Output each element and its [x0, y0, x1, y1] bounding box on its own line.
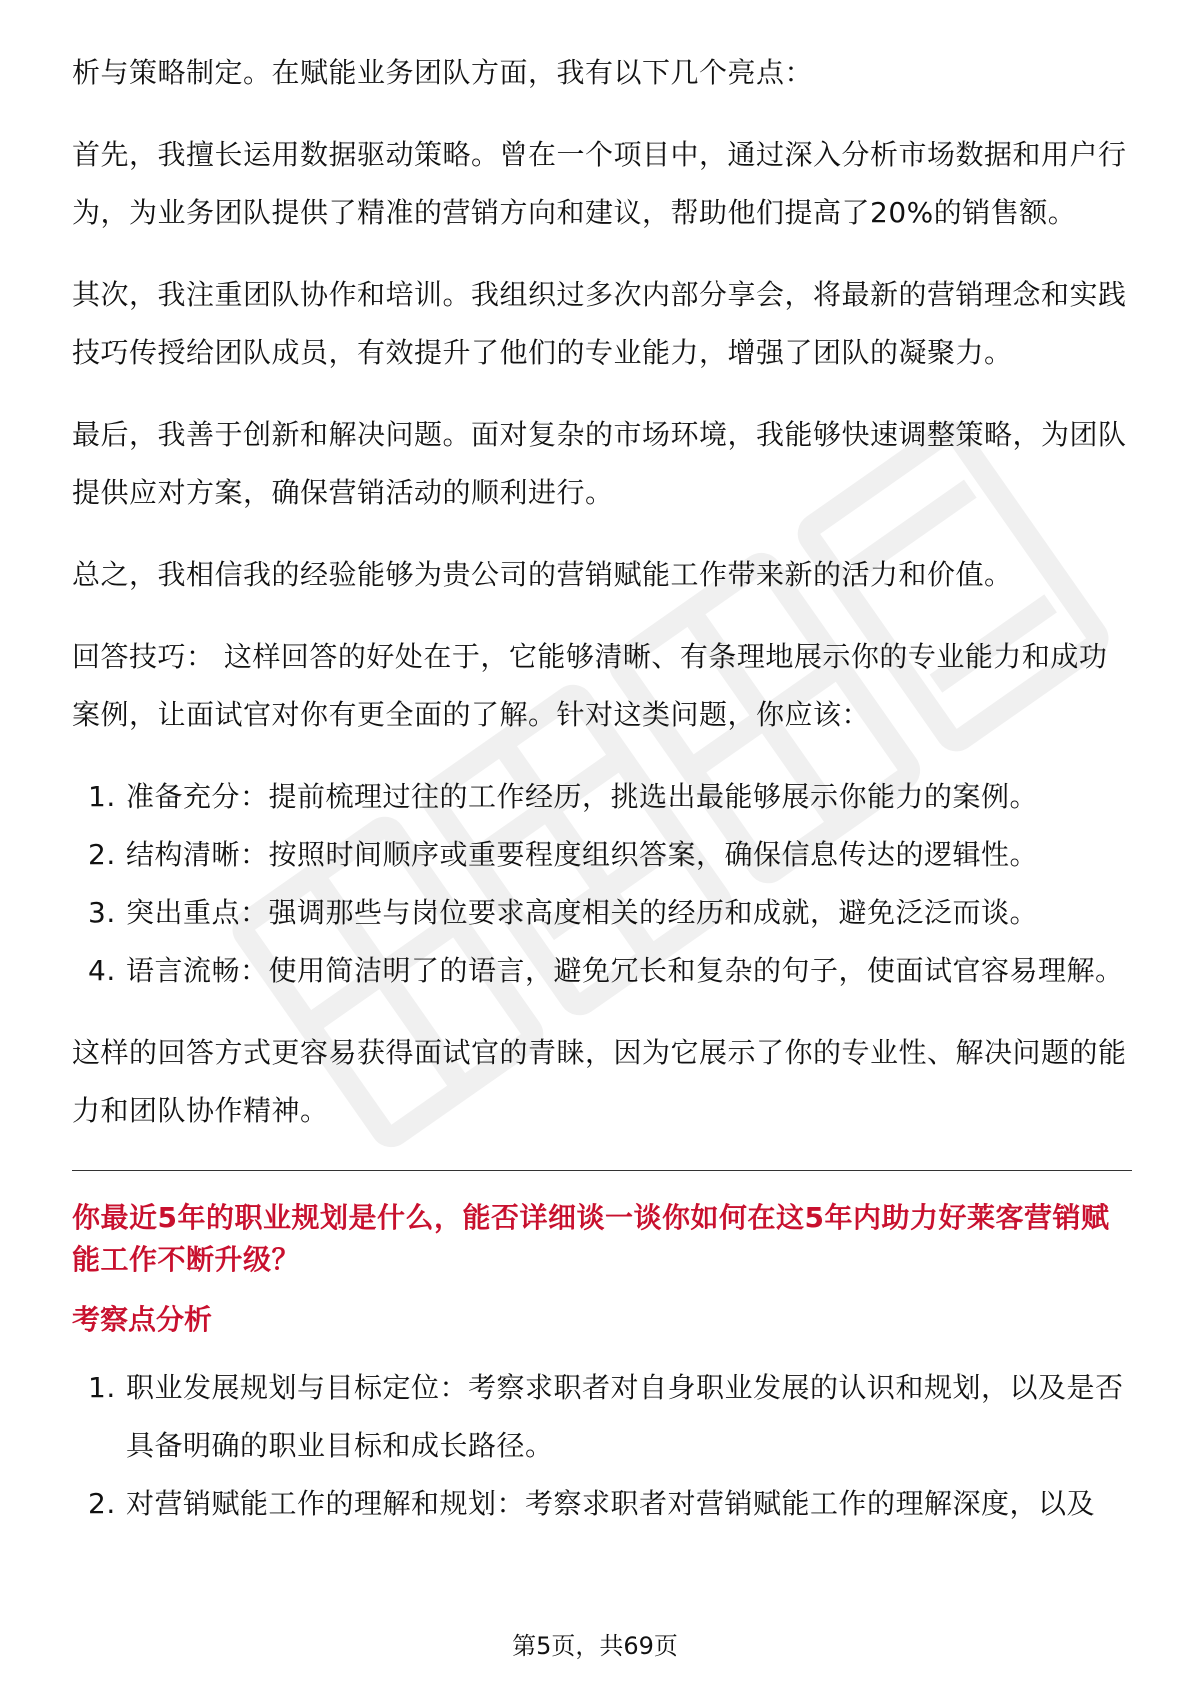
paragraph: 最后，我善于创新和解决问题。面对复杂的市场环境，我能够快速调整策略，为团队提供应对方案，确保营销活动的顺利进行。: [72, 418, 1127, 509]
list-number: 4.: [88, 954, 116, 987]
list-item: [72, 884, 1132, 942]
list-item: [72, 826, 1132, 884]
list-item-text: 突出重点：强调那些与岗位要求高度相关的经历和成就，避免泛泛而谈。: [126, 896, 1039, 929]
list-item: [72, 1475, 1132, 1533]
list-number: 2.: [88, 838, 116, 871]
paragraph: 其次，我注重团队协作和培训。我组织过多次内部分享会，将最新的营销理念和实践技巧传授给团队成员，有效提升了他们的专业能力，增强了团队的凝聚力。: [72, 278, 1127, 369]
list-item-text: 职业发展规划与目标定位：考察求职者对自身职业发展的认识和规划，以及是否具备明确的职业目标和成长路径。: [126, 1371, 1124, 1462]
list-item-text: 准备充分：提前梳理过往的工作经历，挑选出最能够展示你能力的案例。: [126, 780, 1039, 813]
page-number-footer: 第5页，共69页: [512, 1632, 678, 1660]
list-number: 1.: [88, 780, 116, 813]
list-item: [72, 768, 1132, 826]
list-number: 2.: [88, 1487, 116, 1520]
answer-tips-paragraph: 回答技巧： 这样回答的好处在于，它能够清晰、有条理地展示你的专业能力和成功案例，让面试官对你有更全面的了解。针对这类问题，你应该：: [72, 640, 1108, 731]
list-item-text: 语言流畅：使用简洁明了的语言，避免冗长和复杂的句子，使面试官容易理解。: [126, 954, 1124, 987]
list-item: [72, 1359, 1132, 1475]
list-number: 3.: [88, 896, 116, 929]
analysis-heading: 考察点分析: [72, 1303, 213, 1336]
paragraph: 总之，我相信我的经验能够为贵公司的营销赋能工作带来新的活力和价值。: [72, 558, 1013, 591]
paragraph: 首先，我擅长运用数据驱动策略。曾在一个项目中，通过深入分析市场数据和用户行为，为业务团队提供了精准的营销方向和建议，帮助他们提高了20%的销售额。: [72, 138, 1127, 229]
list-item-text: 结构清晰：按照时间顺序或重要程度组织答案，确保信息传达的逻辑性。: [126, 838, 1039, 871]
paragraph: 析与策略制定。在赋能业务团队方面，我有以下几个亮点：: [72, 56, 814, 89]
list-number: 1.: [88, 1371, 116, 1404]
list-item-text: 对营销赋能工作的理解和规划：考察求职者对营销赋能工作的理解深度，以及: [126, 1487, 1096, 1520]
section-divider: [72, 1170, 1132, 1171]
list-item: [72, 942, 1132, 1000]
document-body: [72, 44, 1132, 1557]
tips-list: [72, 768, 1132, 1000]
analysis-list: [72, 1359, 1132, 1533]
interview-question: 你最近5年的职业规划是什么，能否详细谈一谈你如何在这5年内助力好莱客营销赋能工作不断升级？: [72, 1201, 1110, 1276]
closing-paragraph: 这样的回答方式更容易获得面试官的青睐，因为它展示了你的专业性、解决问题的能力和团队协作精神。: [72, 1036, 1127, 1127]
